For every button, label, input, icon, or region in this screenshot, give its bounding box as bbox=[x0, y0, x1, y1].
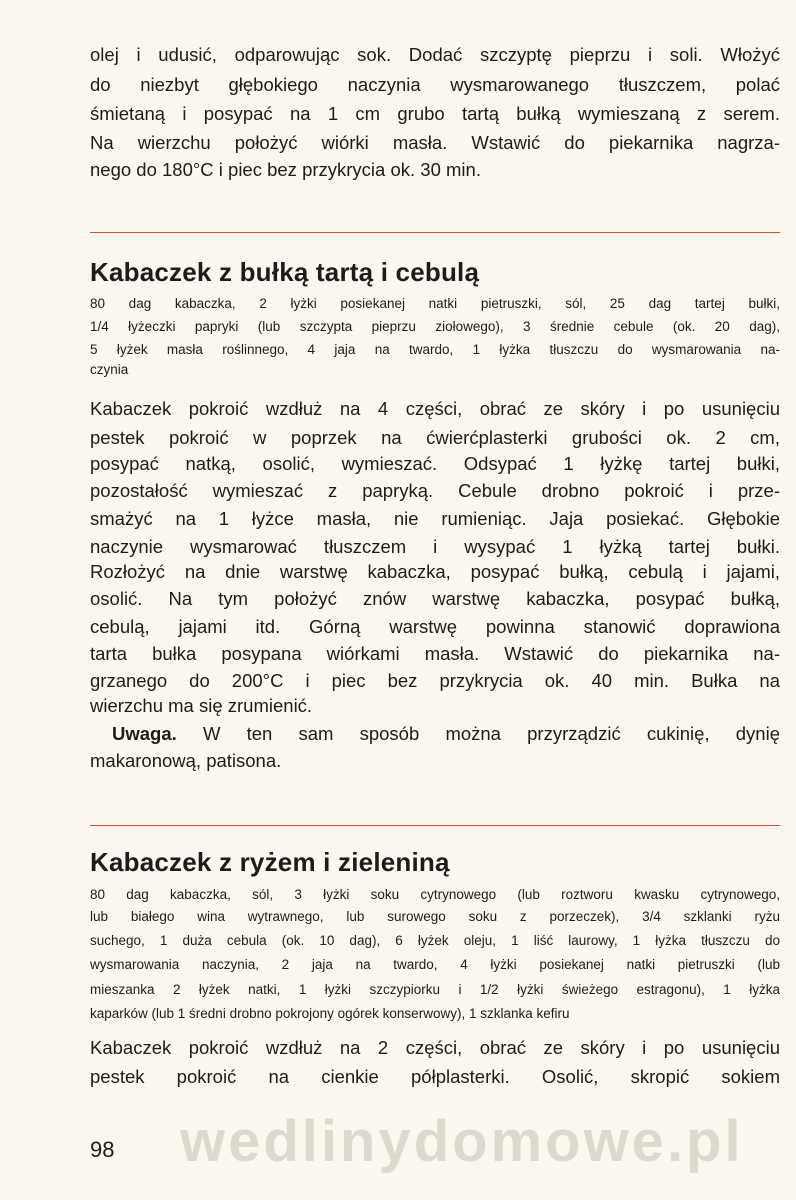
intro-line: śmietaną i posypać na 1 cm grubo tartą bułką wymieszaną z serem. bbox=[90, 103, 780, 124]
note-text: W ten sam sposób można przyrządzić cukinię, dynię bbox=[176, 723, 780, 744]
method-line: smażyć na 1 łyżce masła, nie rumieniąc. Jaja posiekać. Głębokie bbox=[90, 508, 780, 529]
ingredients-line: 1/4 łyżeczki papryki (lub szczypta pieprzu ziołowego), 3 średnie cebule (ok. 20 dag), bbox=[90, 319, 780, 334]
ingredients-line: suchego, 1 duża cebula (ok. 10 dag), 6 łyżek oleju, 1 liść laurowy, 1 łyżka tłuszczu do bbox=[90, 933, 780, 948]
method-line: Rozłożyć na dnie warstwę kabaczka, posypać bułką, cebulą i jajami, bbox=[90, 561, 780, 582]
watermark: wedlinydomowe.pl bbox=[180, 1109, 744, 1174]
ingredients-line: 5 łyżek masła roślinnego, 4 jaja na twardo, 1 łyżka tłuszczu do wysmarowania na- bbox=[90, 342, 780, 357]
method-line: naczynie wysmarować tłuszczem i wysypać 1 łyżką tartej bułki. bbox=[90, 536, 780, 557]
method-line: Kabaczek pokroić wzdłuż na 2 części, obrać ze skóry i po usunięciu bbox=[90, 1037, 780, 1058]
intro-line: Na wierzchu położyć wiórki masła. Wstawić do piekarnika nagrza- bbox=[90, 132, 780, 153]
note-line: makaronową, patisona. bbox=[90, 750, 282, 771]
note-line bbox=[112, 721, 780, 747]
intro-line: do niezbyt głębokiego naczynia wysmarowanego tłuszczem, polać bbox=[90, 74, 780, 95]
recipe-title: Kabaczek z bułką tartą i cebulą bbox=[90, 257, 480, 287]
section-divider bbox=[90, 825, 780, 826]
method-line: pestek pokroić w poprzek na ćwierćplasterki grubości ok. 2 cm, bbox=[90, 427, 780, 448]
ingredients-line: 80 dag kabaczka, sól, 3 łyżki soku cytrynowego (lub roztworu kwasku cytrynowego, bbox=[90, 887, 780, 902]
ingredients-line: 80 dag kabaczka, 2 łyżki posiekanej natki pietruszki, sól, 25 dag tartej bułki, bbox=[90, 296, 780, 311]
method-line: tarta bułka posypana wiórkami masła. Wstawić do piekarnika na- bbox=[90, 643, 780, 664]
method-line: Kabaczek pokroić wzdłuż na 4 części, obrać ze skóry i po usunięciu bbox=[90, 398, 780, 419]
method-line: pestek pokroić na cienkie półplasterki. Osolić, skropić sokiem bbox=[90, 1066, 780, 1087]
intro-line: nego do 180°C i piec bez przykrycia ok. 30 min. bbox=[90, 159, 481, 180]
method-line: osolić. Na tym położyć znów warstwę kabaczka, posypać bułką, bbox=[90, 588, 780, 609]
page-number: 98 bbox=[90, 1137, 115, 1162]
intro-line: olej i udusić, odparowując sok. Dodać szczyptę pieprzu i soli. Włożyć bbox=[90, 44, 780, 65]
section-divider bbox=[90, 232, 780, 233]
ingredients-line: kaparków (lub 1 średni drobno pokrojony ogórek konserwowy), 1 szklanka kefiru bbox=[90, 1006, 570, 1021]
recipe-title: Kabaczek z ryżem i zieleniną bbox=[90, 847, 450, 877]
note-label: Uwaga. bbox=[112, 723, 177, 744]
method-line: posypać natką, osolić, wymieszać. Odsypać 1 łyżkę tartej bułki, bbox=[90, 453, 780, 474]
method-line: cebulą, jajami itd. Górną warstwę powinna stanowić doprawiona bbox=[90, 616, 780, 637]
ingredients-line: mieszanka 2 łyżek natki, 1 łyżki szczypiorku i 1/2 łyżki świeżego estragonu), 1 łyżka bbox=[90, 982, 780, 997]
ingredients-line: czynia bbox=[90, 362, 129, 377]
method-line: pozostałość wymieszać z papryką. Cebule drobno pokroić i prze- bbox=[90, 480, 780, 501]
ingredients-line: wysmarowania naczynia, 2 jaja na twardo, 4 łyżki posiekanej natki pietruszki (lub bbox=[90, 957, 780, 972]
method-line: grzanego do 200°C i piec bez przykrycia ok. 40 min. Bułka na bbox=[90, 670, 780, 691]
method-line: wierzchu ma się zrumienić. bbox=[90, 695, 313, 716]
ingredients-line: lub białego wina wytrawnego, lub surowego soku z porzeczek), 3/4 szklanki ryżu bbox=[90, 909, 780, 924]
